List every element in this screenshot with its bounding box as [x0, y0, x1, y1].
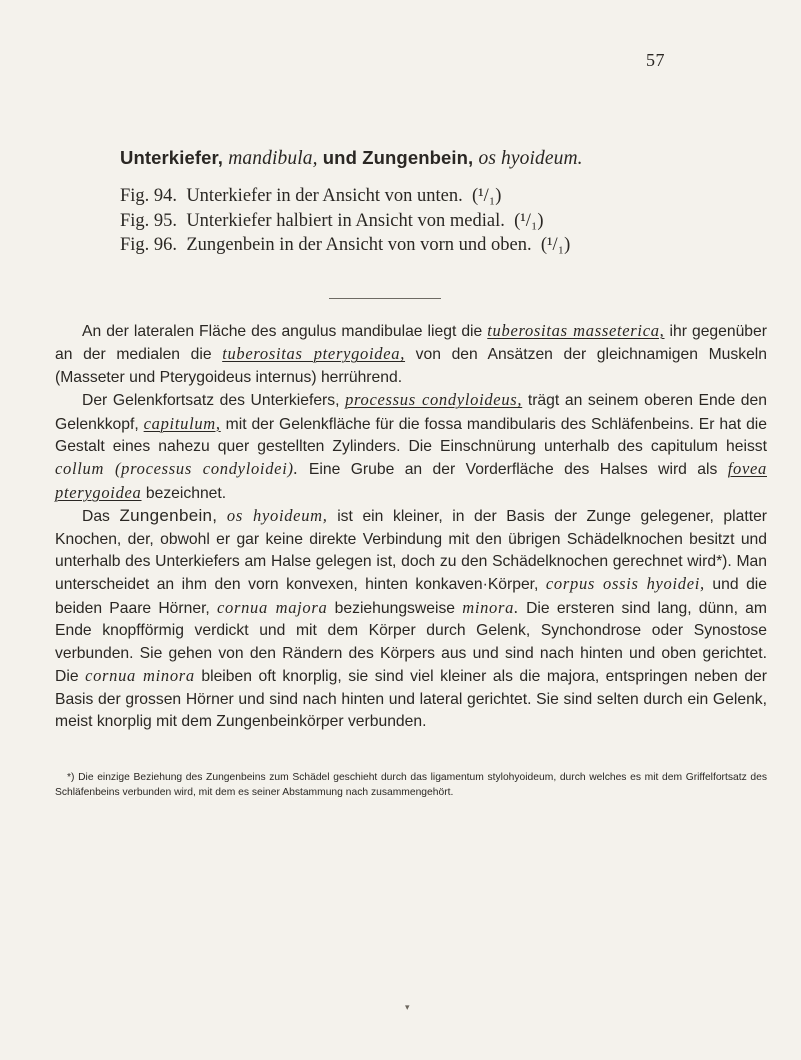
figure-caption: [120, 184, 760, 209]
page-number: 57: [646, 50, 665, 70]
term: corpus ossis hyoidei,: [545, 574, 705, 594]
text-run: ihr gegenüber an der medialen die: [55, 323, 767, 364]
text-run: bleiben oft knorplig, sie sind viel kleiner als die majora, entspringen neben der Basis der grossen Hörner und sind nach hinten und lateral gerichtet. Sie sind selten durch ein Gelenk, meist knorplig mit dem Zungenbeinkörper verbunden.: [55, 668, 767, 730]
text-run: Die ersteren sind lang, dünn, am Ende knopfförmig verdickt und mit dem Körper durch Gelenk, Synchondrose oder Synostose verbunden. Sie gehen von den Rändern des Körpers aus und sind nach hinten und oben gerichtet. Die: [55, 599, 767, 686]
heading-part-2: mandibula,: [228, 148, 318, 169]
section-heading: [120, 147, 760, 170]
figure-caption: [120, 209, 760, 234]
text-run: trägt an seinem oberen Ende den Gelenkkopf,: [55, 392, 767, 433]
body-text: [55, 320, 767, 733]
term: fovea pterygoidea: [55, 459, 767, 502]
text-run: von den Ansätzen der gleichnamigen Muskeln (Masseter und Pterygoideus internus) herrührend.: [55, 346, 768, 386]
figure-list: [120, 184, 760, 258]
text-run: bezeichnet.: [141, 484, 227, 502]
text-run: Eine Grube an der Vorderfläche des Halses wird als: [298, 461, 728, 479]
figure-label: Fig. 95.: [120, 210, 178, 231]
heading-part-3: und Zungenbein,: [317, 147, 479, 168]
figure-scale: (¹/₁): [471, 186, 502, 206]
figure-text: Unterkiefer halbiert in Ansicht von medial.: [186, 210, 505, 231]
term: cornua majora: [216, 597, 328, 617]
footnote: *) Die einzige Beziehung des Zungenbeins zum Schädel geschieht durch das ligamentum stylohyoideum, durch welches es mit dem Griffelfortsatz des Schläfenbeins verbunden wird, mit dem es seiner Abstammung nach zusammengehört.: [55, 772, 767, 798]
section-divider: [329, 298, 441, 299]
figure-scale: (¹/₁): [540, 235, 571, 255]
text-run: und die beiden Paare Hörner,: [55, 576, 768, 617]
term: capitulum,: [143, 413, 221, 433]
figure-text: Zungenbein in der Ansicht von vorn und oben.: [186, 235, 532, 255]
paragraph: [55, 389, 767, 505]
text-run: beziehungsweise: [327, 599, 463, 617]
text-run: ist ein kleiner, in der Basis der Zunge gelegener, platter Knochen, der, obwohl er gar keine direkte Verbindung mit den übrigen Schädelknochen besitzt und unterhalb des Unterkiefers am Halse gelegen ist, doch zu den Schädelknochen gerechnet wird*). Man unterscheidet an ihm den vorn konvexen, hinten konkaven·Körper,: [55, 508, 768, 594]
figure-label: Fig. 94.: [120, 186, 178, 206]
figure-text: Unterkiefer in der Ansicht von unten.: [186, 186, 463, 206]
term: minora.: [462, 597, 519, 617]
figure-scale: (¹/₁): [514, 210, 544, 231]
text-run: Der Gelenkfortsatz des Unterkiefers,: [82, 392, 346, 410]
printer-mark: ▾: [405, 1002, 410, 1012]
bold-term: Zungenbein,: [119, 506, 218, 526]
heading-part-4: os hyoideum.: [478, 148, 583, 169]
text-run: mit der Gelenkfläche für die fossa mandibularis des Schläfenbeins. Er hat die Gestalt eines nahezu quer gestellten Zylinders. Die Einschnürung unterhalb des capitulum heisst: [55, 415, 768, 456]
heading-part-1: Unterkiefer,: [120, 147, 229, 168]
term: processus condyloideus,: [345, 390, 523, 410]
term: tuberositas pterygoidea,: [222, 344, 406, 364]
term: collum (processus condyloidei).: [55, 459, 299, 479]
figure-label: Fig. 96.: [120, 235, 178, 255]
text-run: An der lateralen Fläche des angulus mandibulae liegt die: [82, 323, 488, 340]
paragraph: [55, 505, 767, 733]
term: cornua minora: [85, 666, 195, 686]
term: tuberositas masseterica,: [487, 321, 665, 340]
text-run: [217, 508, 227, 525]
term: os hyoideum,: [226, 506, 328, 526]
text-run: Das: [82, 508, 120, 526]
paragraph: [55, 320, 767, 389]
figure-caption: [120, 233, 760, 258]
